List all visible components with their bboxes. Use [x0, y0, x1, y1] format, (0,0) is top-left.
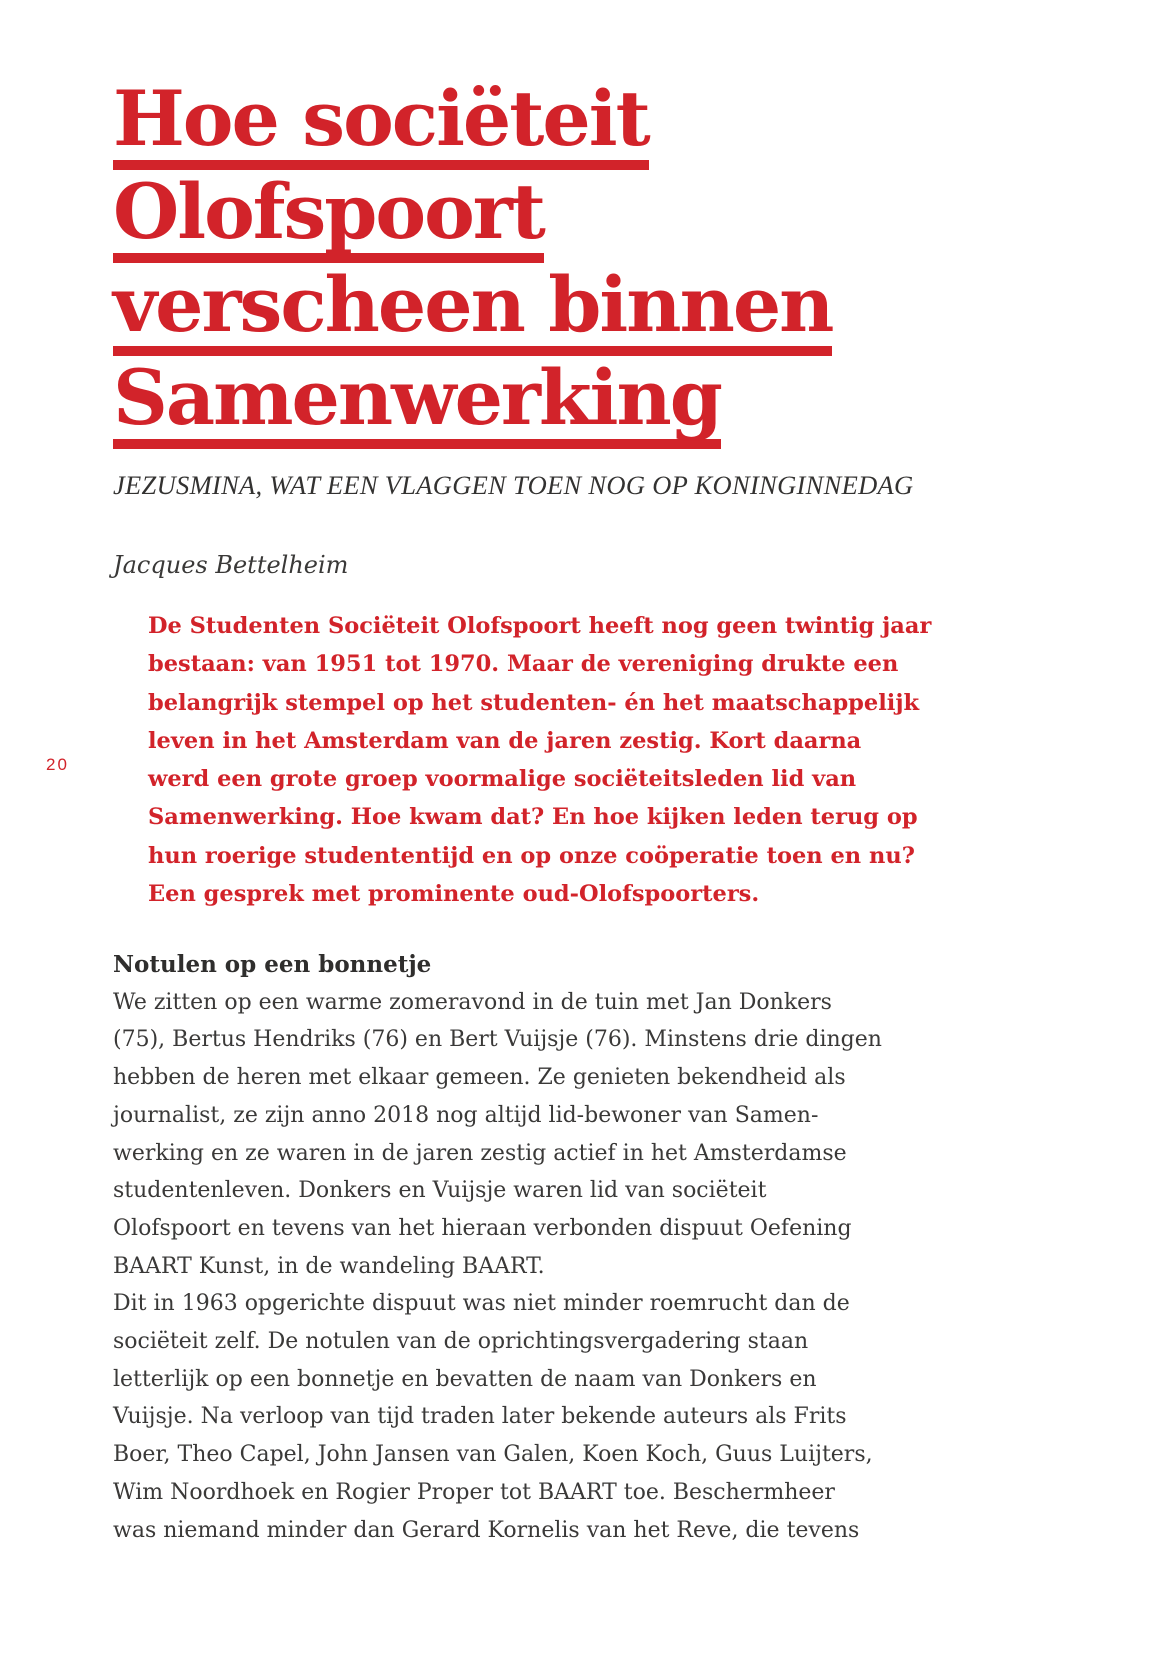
- intro-line: belangrijk stempel op het studenten- én het maatschappelijk: [148, 689, 920, 716]
- body-line: letterlijk op een bonnetje en bevatten de naam van Donkers en: [113, 1366, 817, 1392]
- body-line: We zitten op een warme zomeravond in de tuin met Jan Donkers: [113, 989, 832, 1015]
- author-byline: Jacques Bettelheim: [113, 551, 349, 579]
- intro-line: De Studenten Sociëteit Olofspoort heeft nog geen twintig jaar: [148, 613, 932, 639]
- body-line: Dit in 1963 opgerichte dispuut was niet minder roemrucht dan de: [113, 1291, 850, 1317]
- page-number: 20: [46, 755, 69, 774]
- body-line: studentenleven. Donkers en Vuijsje waren lid van sociëteit: [113, 1178, 767, 1204]
- intro-line: leven in het Amsterdam van de jaren zestig. Kort daarna: [148, 727, 862, 754]
- body-paragraph: [113, 984, 882, 1550]
- intro-paragraph: [148, 607, 931, 913]
- body-line: Vuijsje. Na verloop van tijd traden later bekende auteurs als Frits: [113, 1404, 847, 1430]
- headline-line-text: Olofspoort: [113, 179, 544, 263]
- headline-line-text: verscheen binnen: [113, 272, 832, 356]
- body-line: Boer, Theo Capel, John Jansen van Galen, Koen Koch, Guus Luijters,: [113, 1442, 873, 1468]
- headline-line: [113, 74, 832, 170]
- section-heading: Notulen op een bonnetje: [113, 951, 432, 978]
- body-line: (75), Bertus Hendriks (76) en Bert Vuijsje (76). Minstens drie dingen: [113, 1027, 882, 1053]
- intro-line: bestaan: van 1951 tot 1970. Maar de vereniging drukte een: [148, 651, 899, 678]
- headline-line: [113, 167, 832, 263]
- headline-line-text: Samenwerking: [113, 365, 721, 449]
- article-headline: [113, 74, 833, 458]
- body-line: journalist, ze zijn anno 2018 nog altijd lid-bewoner van Samen-: [113, 1102, 819, 1128]
- intro-line: Een gesprek met prominente oud-Olofspoorters.: [148, 881, 760, 908]
- body-line: was niemand minder dan Gerard Kornelis van het Reve, die tevens: [113, 1517, 860, 1543]
- article-subtitle: JEZUSMINA, WAT EEN VLAGGEN TOEN NOG OP KONINGINNEDAG: [113, 470, 914, 500]
- headline-line: [113, 353, 832, 449]
- article-body: [113, 946, 882, 1549]
- intro-line: werd een grote groep voormalige sociëteitsleden lid van: [148, 766, 857, 793]
- body-line: BAART Kunst, in de wandeling BAART.: [113, 1253, 545, 1279]
- intro-line: Samenwerking. Hoe kwam dat? En hoe kijken leden terug op: [148, 804, 918, 831]
- intro-line: hun roerige studententijd en op onze coöperatie toen en nu?: [148, 842, 915, 869]
- body-line: werking en ze waren in de jaren zestig actief in het Amsterdamse: [113, 1140, 847, 1166]
- body-line: Olofspoort en tevens van het hieraan verbonden dispuut Oefening: [113, 1215, 852, 1241]
- body-line: hebben de heren met elkaar gemeen. Ze genieten bekendheid als: [113, 1065, 846, 1091]
- headline-line-text: Hoe sociëteit: [113, 86, 649, 170]
- body-line: Wim Noordhoek en Rogier Proper tot BAART toe. Beschermheer: [113, 1479, 835, 1505]
- body-line: sociëteit zelf. De notulen van de oprichtingsvergadering staan: [113, 1329, 809, 1355]
- headline-line: [113, 260, 833, 356]
